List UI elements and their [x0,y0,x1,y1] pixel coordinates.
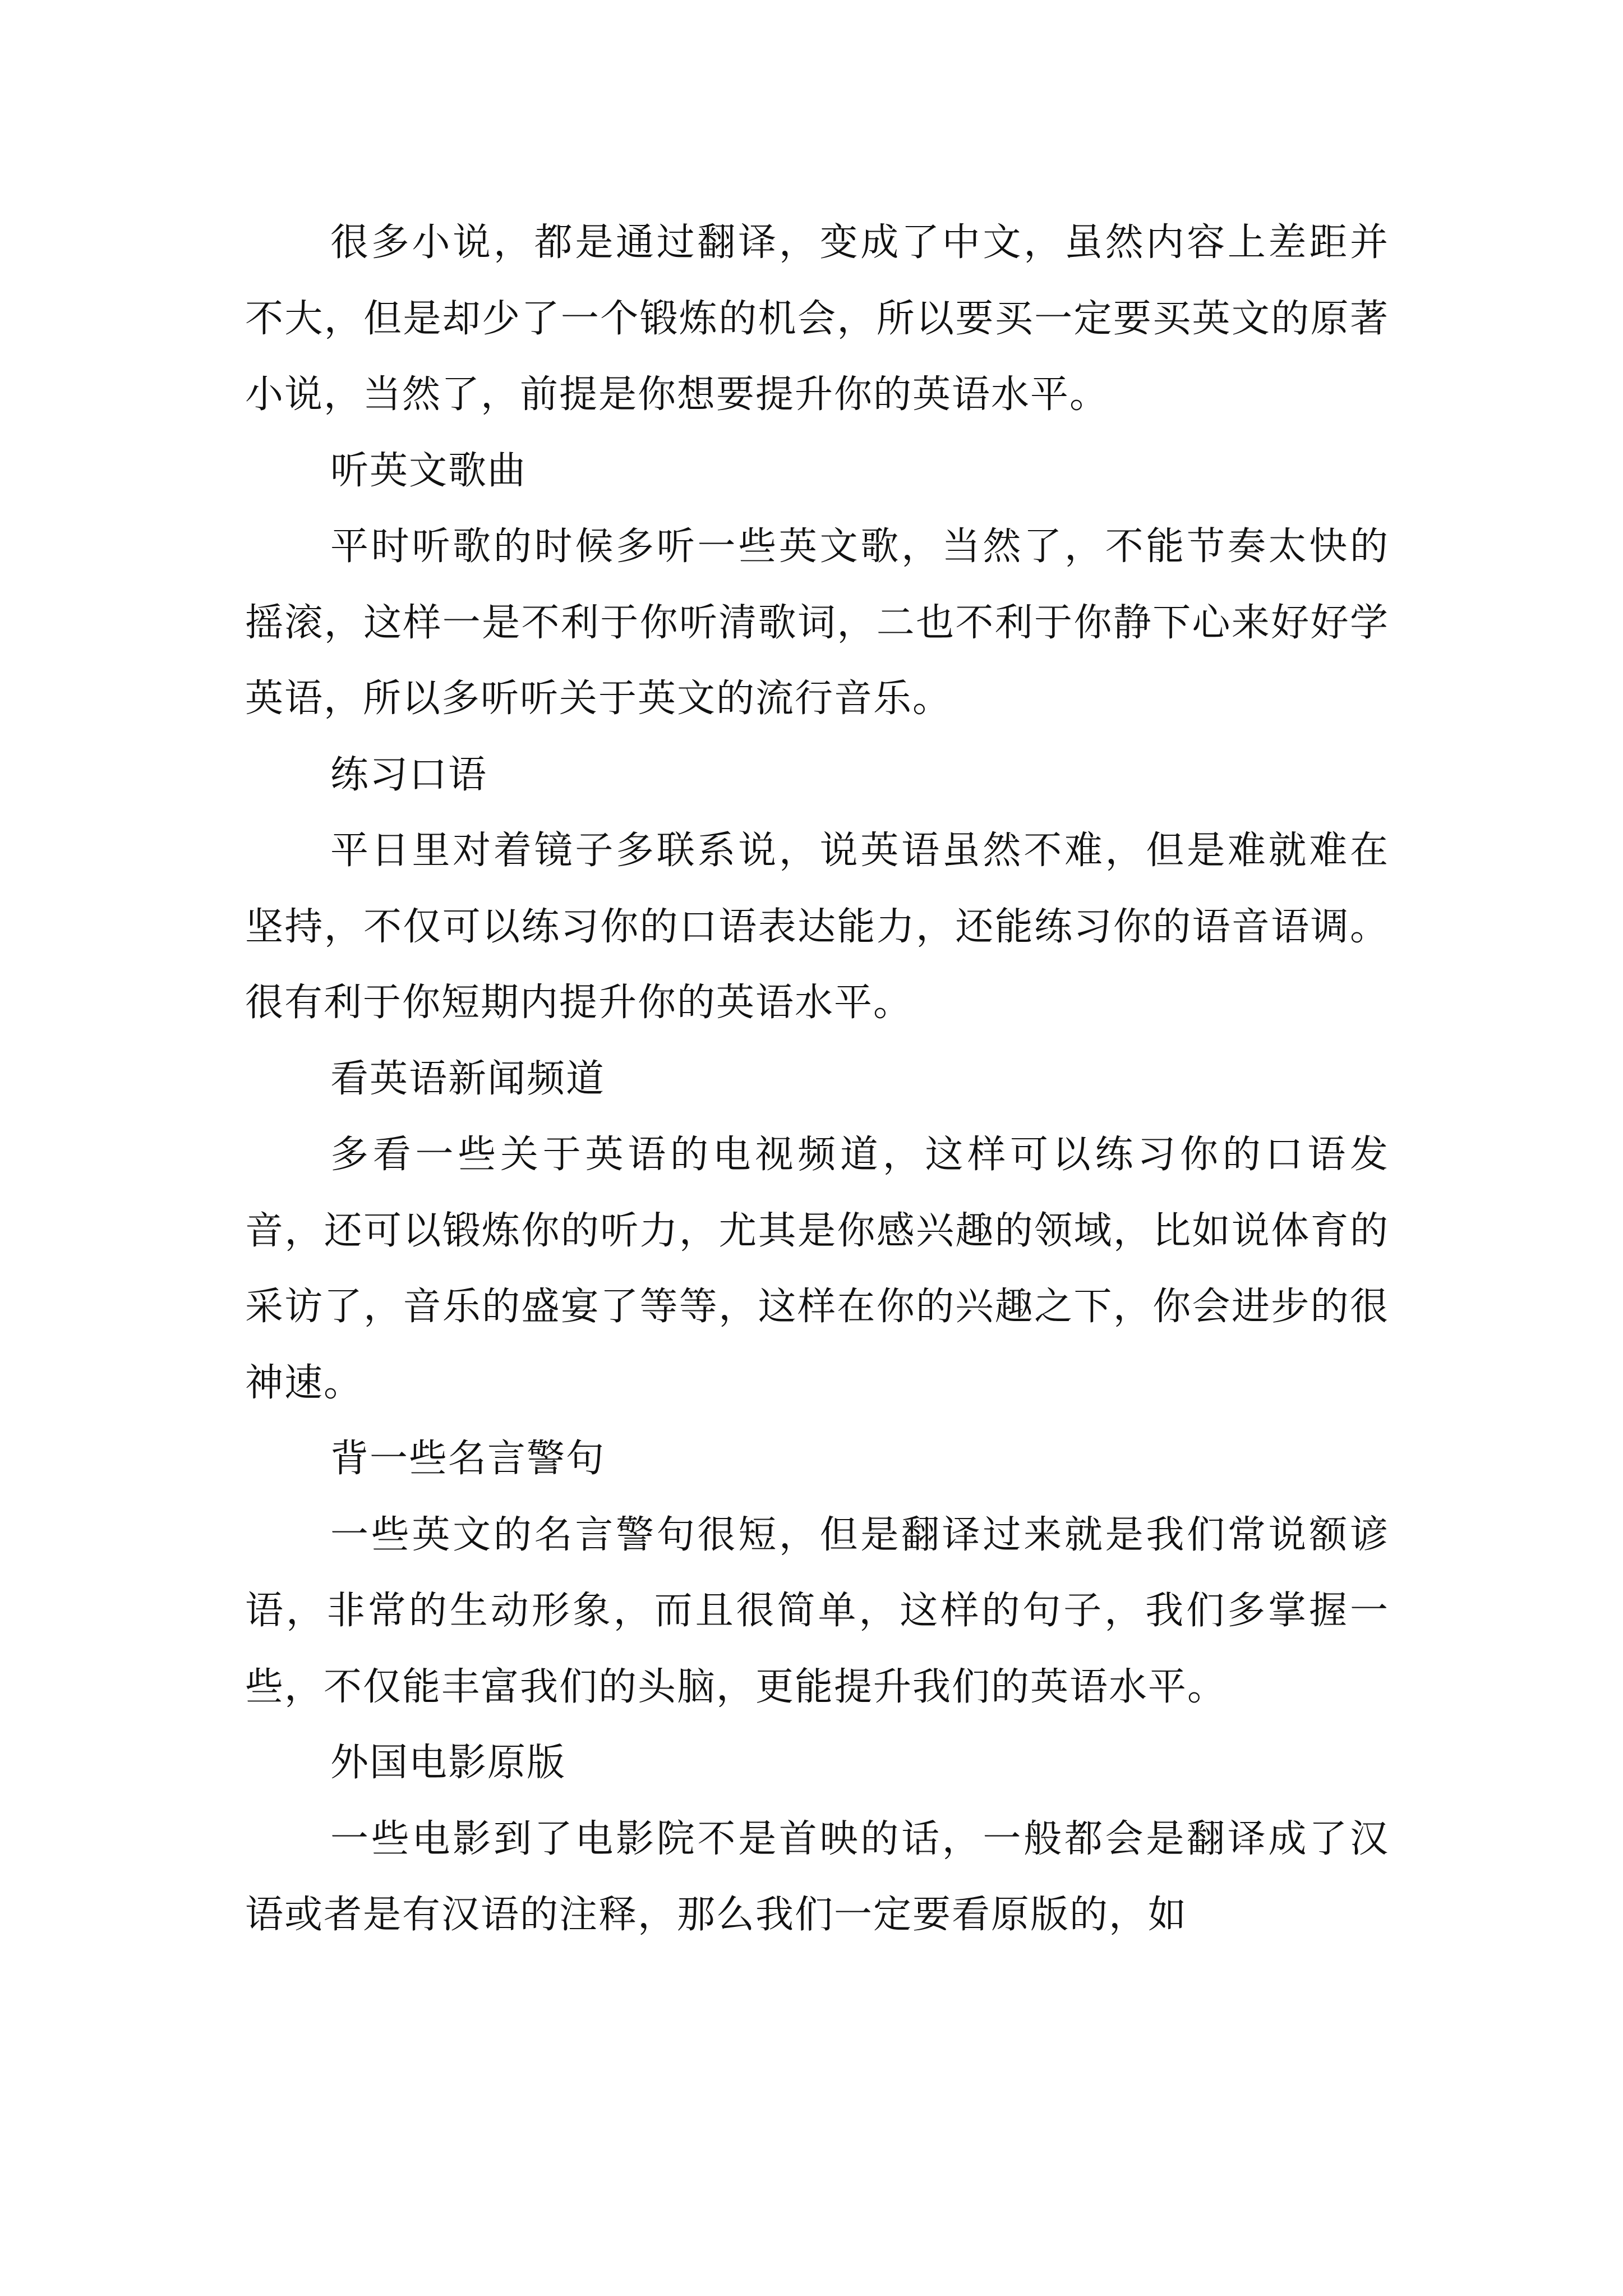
paragraph-speaking-practice: 平日里对着镜子多联系说，说英语虽然不难，但是难就难在坚持，不仅可以练习你的口语表达能力，还能练习你的语音语调。很有利于你短期内提升你的英语水平。 [245,829,1389,1025]
paragraph-novels: 很多小说，都是通过翻译，变成了中文，虽然内容上差距并不大，但是却少了一个锻炼的机会，所以要买一定要买英文的原著小说，当然了，前提是你想要提升你的英语水平。 [245,220,1389,417]
heading-news-channel: 看英语新闻频道 [330,1056,606,1101]
heading-speaking-practice: 练习口语 [330,752,488,797]
heading-famous-quotes: 背一些名言警句 [330,1437,606,1481]
heading-english-songs: 听英文歌曲 [330,448,527,493]
paragraph-famous-quotes: 一些英文的名言警句很短，但是翻译过来就是我们常说额谚语，非常的生动形象，而且很简单，这样的句子，我们多掌握一些，不仅能丰富我们的头脑，更能提升我们的英语水平。 [245,1512,1389,1709]
heading-original-movies: 外国电影原版 [330,1741,566,1785]
paragraph-english-songs: 平时听歌的时候多听一些英文歌，当然了，不能节奏太快的摇滚，这样一是不利于你听清歌词，二也不利于你静下心来好好学英语，所以多听听关于英文的流行音乐。 [245,524,1389,721]
document-body [245,205,1389,1953]
paragraph-news-channel: 多看一些关于英语的电视频道，这样可以练习你的口语发音，还可以锻炼你的听力，尤其是你感兴趣的领域，比如说体育的采访了，音乐的盛宴了等等，这样在你的兴趣之下，你会进步的很神速。 [245,1133,1389,1405]
paragraph-original-movies: 一些电影到了电影院不是首映的话，一般都会是翻译成了汉语或者是有汉语的注释，那么我们一定要看原版的，如 [245,1816,1389,1937]
